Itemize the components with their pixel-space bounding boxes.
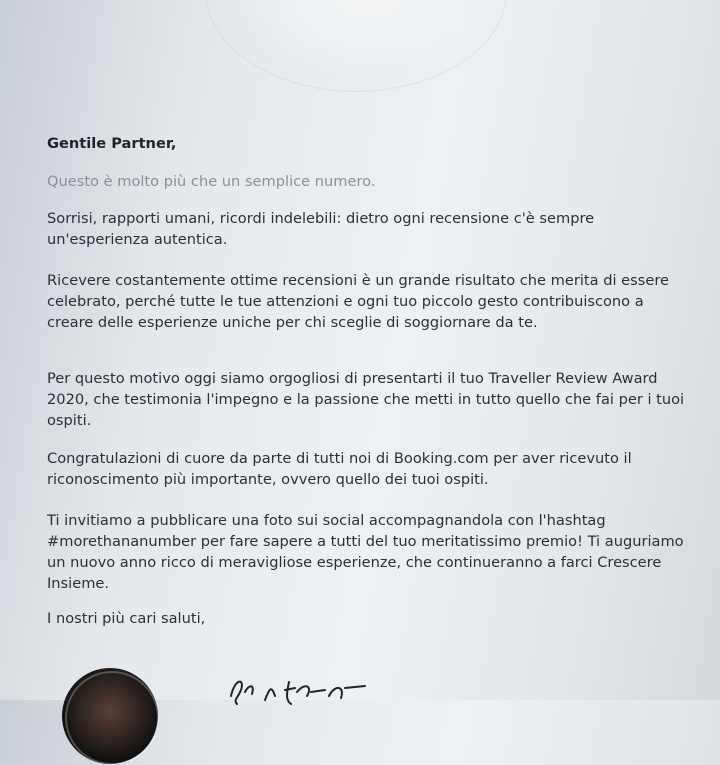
signature-image (225, 670, 425, 706)
watermark-seal (205, 0, 507, 92)
paragraph-4: Per questo motivo oggi siamo orgogliosi di presentarti il tuo Traveller Review Award 2020, che testimonia l'impegno e la passione che metti in tutto quello che fai per i tuoi ospiti. (47, 370, 685, 429)
paragraph-3: Ricevere costantemente ottime recensioni è un grande risultato che merita di essere celebrato, perché tutte le tue attenzioni e ogni tuo piccolo gesto contribuiscono a creare delle esperienze uniche per chi sceglie di soggiornare da te. (47, 272, 669, 331)
paragraph-5: Congratulazioni di cuore da parte di tutti noi di Booking.com per aver ricevuto il riconoscimento più importante, ovvero quello dei tuoi ospiti. (47, 450, 632, 488)
avatar (62, 668, 158, 764)
avatar-ring (65, 671, 159, 765)
paragraph-6: Ti invitiamo a pubblicare una foto sui social accompagnandola con l'hashtag #morethananumber per fare sapere a tutti del tuo meritatissimo premio! Ti auguriamo un nuovo anno ricco di meravigliose esperienze, che continueranno a farci Crescere Insieme. (47, 512, 684, 592)
paragraph-1: Questo è molto più che un semplice numero. (47, 173, 376, 190)
closing: I nostri più cari saluti, (47, 610, 206, 627)
greeting: Gentile Partner, (47, 135, 177, 152)
paragraph-2: Sorrisi, rapporti umani, ricordi indelebili: dietro ogni recensione c'è sempre un'esperienza autentica. (47, 210, 595, 248)
